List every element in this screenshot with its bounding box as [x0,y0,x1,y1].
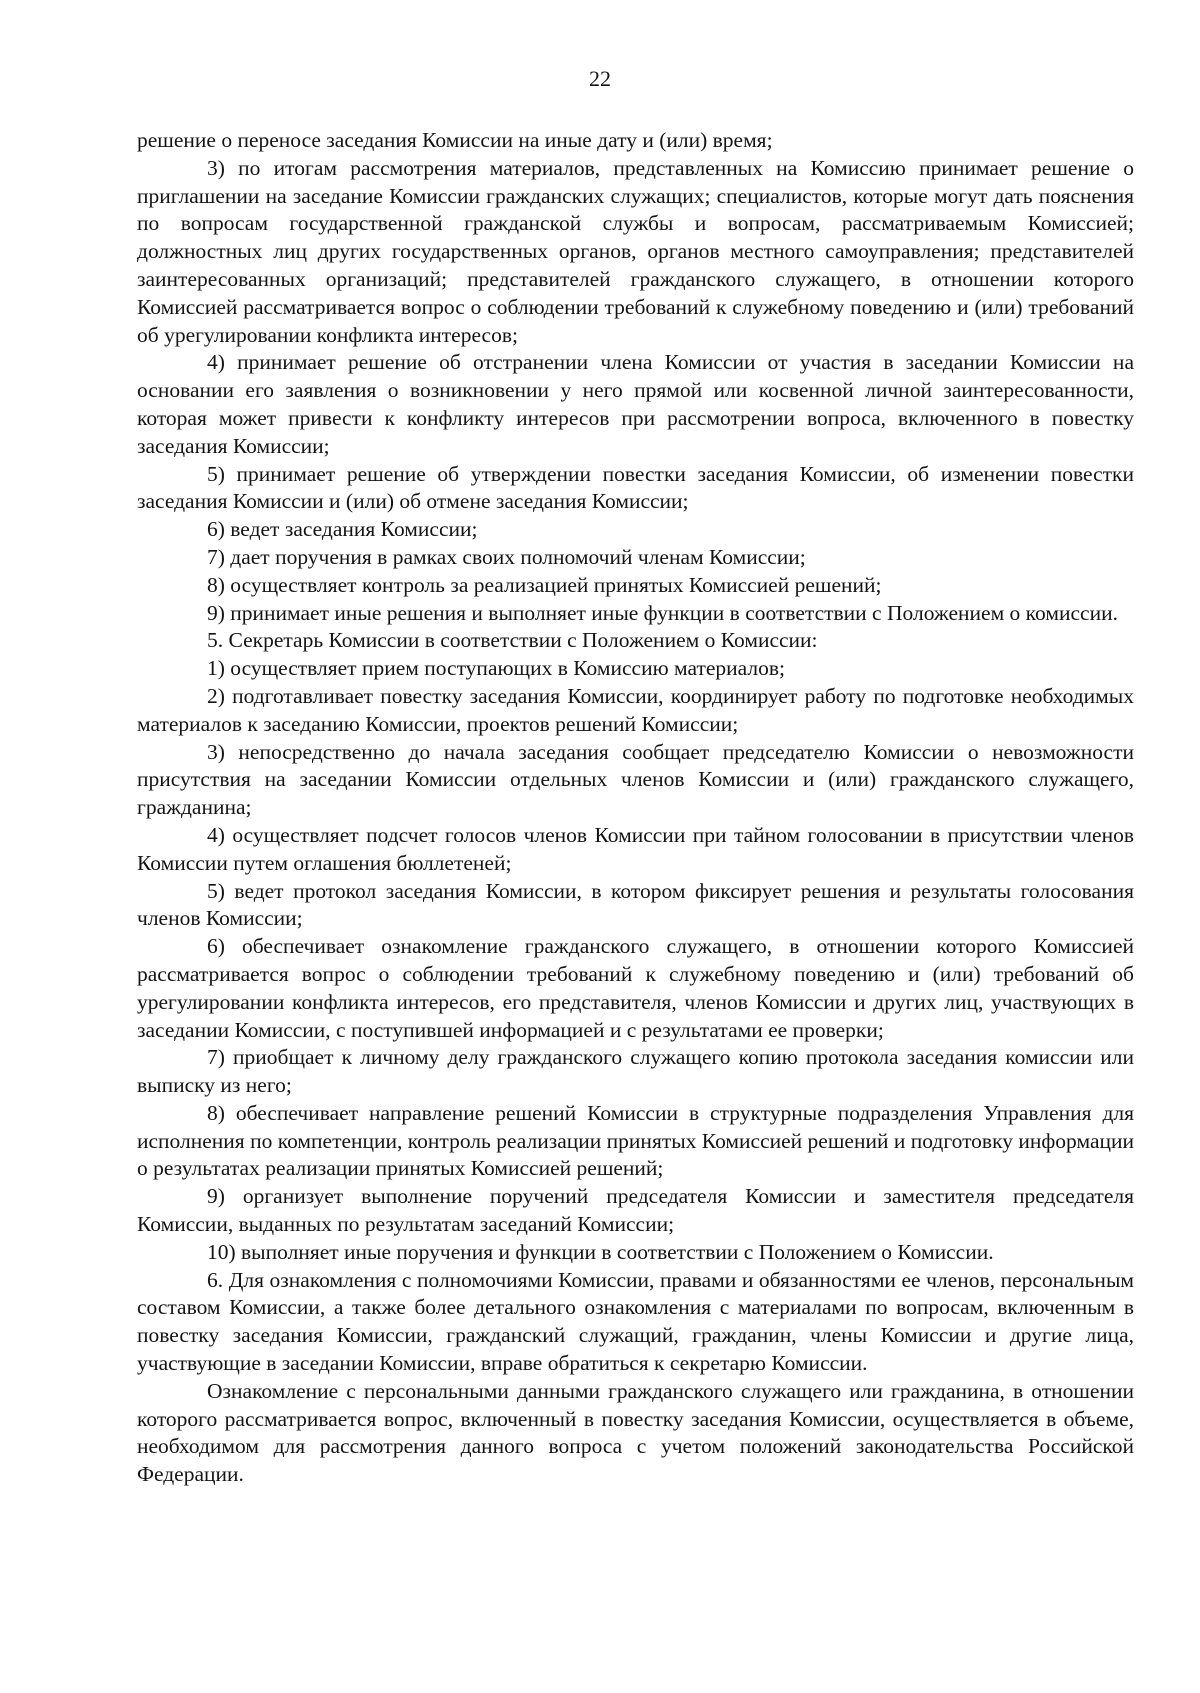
paragraph: 9) принимает иные решения и выполняет иные функции в соответствии с Положением о комиссии. [207,600,1118,625]
paragraph: 5) ведет протокол заседания Комиссии, в котором фиксирует решения и результаты голосования членов Комиссии; [137,878,1134,931]
paragraph: 6) обеспечивает ознакомление гражданского служащего, в отношении которого Комиссией рассматривается вопрос о соблюдении требований к служебному поведению и (или) требований об урегулировании конфликта интересов, его представителя, членов Комиссии и других лиц, участвующих в заседании Комиссии, с поступившей информацией и с результатами ее проверки; [137,934,1134,1042]
paragraph: 10) выполняет иные поручения и функции в соответствии с Положением о Комиссии. [207,1239,994,1264]
paragraph: 8) осуществляет контроль за реализацией принятых Комиссией решений; [207,572,882,597]
paragraph: 8) обеспечивает направление решений Комиссии в структурные подразделения Управления для исполнения по компетенции, контроль реализации принятых Комиссией решений и подготовку информации о результатах реализации принятых Комиссией решений; [137,1100,1134,1181]
page-number: 22 [589,66,611,91]
paragraph: 7) дает поручения в рамках своих полномочий членам Комиссии; [207,544,806,569]
paragraph: 1) осуществляет прием поступающих в Комиссию материалов; [207,656,785,681]
paragraph: Ознакомление с персональными данными гражданского служащего или гражданина, в отношении которого рассматривается вопрос, включенный в повестку заседания Комиссии, осуществляется в объеме, необходимом для рассмотрения данного вопроса с учетом положений законодательства Российской Федерации. [137,1378,1134,1487]
paragraph: решение о переносе заседания Комиссии на иные дату и (или) время; [137,128,773,152]
paragraph: 6) ведет заседания Комиссии; [207,517,478,542]
paragraph: 5) принимает решение об утверждении повестки заседания Комиссии, об изменении повестки заседания Комиссии и (или) об отмене заседания Комиссии; [137,461,1134,514]
document-body [137,127,1134,1489]
paragraph: 9) организует выполнение поручений председателя Комиссии и заместителя председателя Комиссии, выданных по результатам заседаний Комиссии; [137,1184,1134,1237]
paragraph: 4) осуществляет подсчет голосов членов Комиссии при тайном голосовании в присутствии членов Комиссии путем оглашения бюллетеней; [137,822,1134,875]
paragraph: 7) приобщает к личному делу гражданского служащего копию протокола заседания комиссии или выписку из него; [137,1045,1134,1098]
paragraph: 3) по итогам рассмотрения материалов, представленных на Комиссию принимает решение о приглашении на заседание Комиссии гражданских служащих; специалистов, которые могут дать пояснения по вопросам государственной гражданской службы и вопросам, рассматриваемым Комиссией; должностных лиц других государственных органов, органов местного самоуправления; представителей заинтересованных организаций; представителей гражданского служащего, в отношении которого Комиссией рассматривается вопрос о соблюдении требований к служебному поведению и (или) требований об урегулировании конфликта интересов; [137,155,1134,347]
paragraph: 6. Для ознакомления с полномочиями Комиссии, правами и обязанностями ее членов, персональным составом Комиссии, а также более детального ознакомления с материалами по вопросам, включенным в повестку заседания Комиссии, гражданский служащий, гражданин, члены Комиссии и другие лица, участвующие в заседании Комиссии, вправе обратиться к секретарю Комиссии. [137,1267,1134,1376]
paragraph: 4) принимает решение об отстранении члена Комиссии от участия в заседании Комиссии на основании его заявления о возникновении у него прямой или косвенной личной заинтересованности, которая может привести к конфликту интересов при рассмотрении вопроса, включенного в повестку заседания Комиссии; [137,350,1134,458]
paragraph: 3) непосредственно до начала заседания сообщает председателю Комиссии о невозможности присутствия на заседании Комиссии отдельных членов Комиссии и (или) гражданского служащего, гражданина; [137,739,1134,820]
paragraph: 5. Секретарь Комиссии в соответствии с Положением о Комиссии: [207,628,818,653]
paragraph: 2) подготавливает повестку заседания Комиссии, координирует работу по подготовке необходимых материалов к заседанию Комиссии, проектов решений Комиссии; [137,683,1134,736]
